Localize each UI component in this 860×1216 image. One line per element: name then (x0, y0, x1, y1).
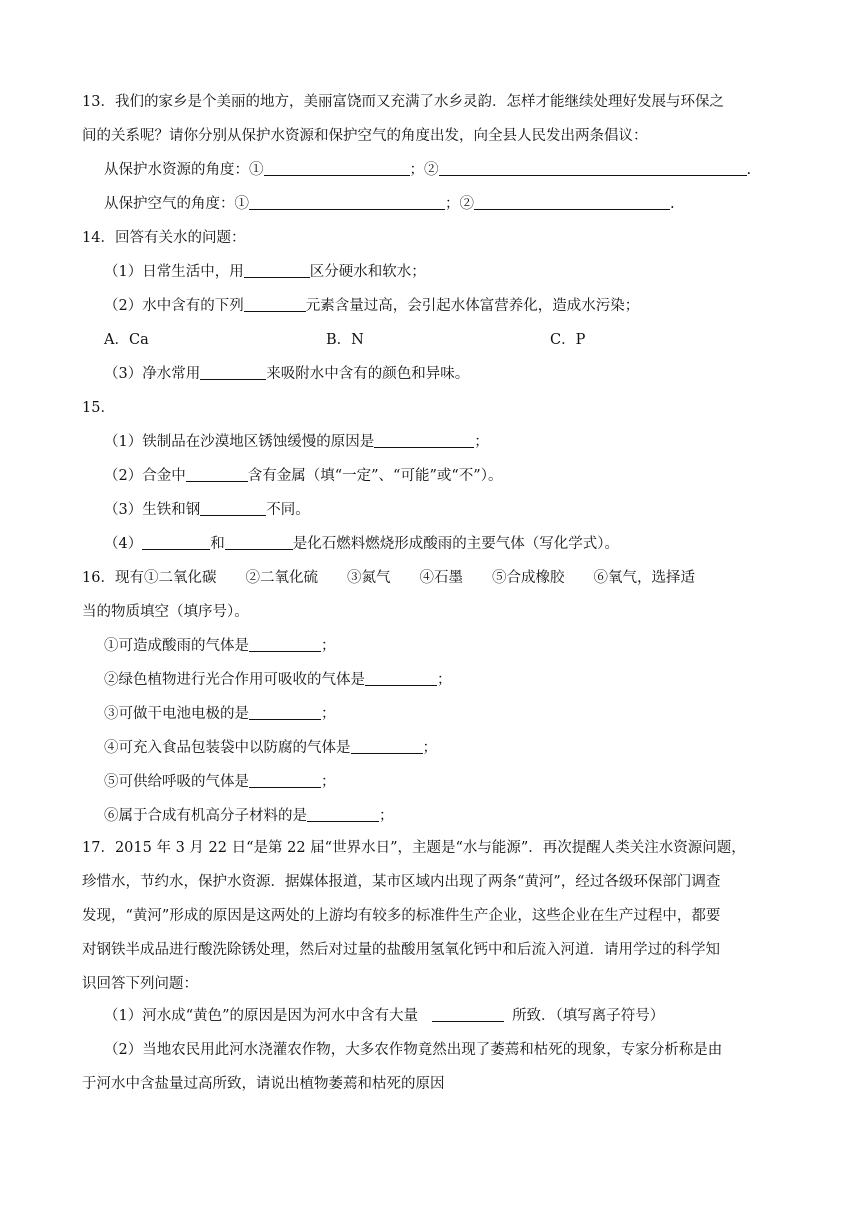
q13-air-blank-1[interactable] (249, 195, 445, 210)
q16-item-5 (104, 772, 336, 792)
q14-option-b[interactable]: B．N (326, 332, 364, 348)
q15-p2-text-a: （2）合金中 (104, 468, 186, 484)
q16-item-1-blank[interactable] (249, 637, 321, 652)
q16-item-2 (104, 670, 452, 690)
q15-p2-text-b: 含有金属（填“一定”、“可能”或“不”）。 (247, 468, 503, 484)
q16-item-6-text: ⑥属于合成有机高分子材料的是 (104, 808, 307, 824)
q16-item-3-blank[interactable] (249, 705, 321, 720)
q16-item-2-semicolon: ； (437, 672, 452, 688)
q16-item-2-blank[interactable] (365, 671, 437, 686)
q14-part-1 (104, 262, 426, 282)
q17-part-2-line-2: 于河水中含盐量过高所致，请说出植物萎蔫和枯死的原因 (82, 1076, 445, 1092)
q13-water-end: . (746, 162, 752, 178)
q14-part-2 (104, 296, 639, 316)
q16-item-4-semicolon: ； (422, 740, 437, 756)
q17-line-5: 识回答下列问题： (82, 976, 198, 992)
q16-item-4-text: ④可充入食品包装袋中以防腐的气体是 (104, 740, 351, 756)
q17-p1-text-a: （1）河水成“黄色”的原因是因为河水中含有大量 (104, 1008, 419, 1024)
q15-p4-blank-1[interactable] (142, 535, 210, 550)
q14-p1-blank[interactable] (244, 263, 310, 278)
q13-air-mid: ；② (445, 196, 474, 212)
q17-line-2: 珍惜水，节约水，保护水资源．据媒体报道，某市区域内出现了两条“黄河”，经过各级环保部门调查 (82, 874, 721, 890)
q14-part-3 (104, 364, 469, 384)
q15-p4-text-c: 是化石燃料燃烧形成酸雨的主要气体（写化学式）。 (292, 536, 619, 552)
q15-p4-text-a: （4） (104, 536, 143, 552)
q17-p1-text-b: 所致．（填写离子符号） (512, 1008, 665, 1024)
q14-p2-text-b: 元素含量过高，会引起水体富营养化，造成水污染； (305, 298, 640, 314)
q15-part-1 (104, 432, 489, 452)
q13-line-2: 间的关系呢？请你分别从保护水资源和保护空气的角度出发，向全县人民发出两条倡议： (82, 128, 648, 144)
q16-item-2-text: ②绿色植物进行光合作用可吸收的气体是 (104, 672, 365, 688)
q16-item-1 (104, 636, 336, 656)
q13-water-blank-1[interactable] (264, 161, 410, 176)
q13-line-1: 13．我们的家乡是个美丽的地方，美丽富饶而又充满了水乡灵韵．怎样才能继续处理好发展与环保之 (82, 94, 724, 110)
q15-p3-blank[interactable] (200, 501, 266, 516)
q16-item-1-semicolon: ； (321, 638, 336, 654)
q15-p2-blank[interactable] (186, 467, 248, 482)
q17-line-4: 对钢铁半成品进行酸洗除锈处理，然后对过量的盐酸用氢氧化钙中和后流入河道．请用学过的科学知 (82, 942, 720, 958)
q16-line-2: 当的物质填空（填序号）。 (82, 604, 249, 620)
q16-item-5-semicolon: ； (321, 774, 336, 790)
q17-line-3: 发现，“黄河”形成的原因是这两处的上游均有较多的标准件生产企业，这些企业在生产过程中，都要 (82, 908, 721, 924)
q14-p3-blank[interactable] (200, 365, 266, 380)
q14-title: 14．回答有关水的问题： (82, 230, 246, 246)
q14-p1-text-b: 区分硬水和软水； (309, 264, 426, 280)
q16-item-5-text: ⑤可供给呼吸的气体是 (104, 774, 249, 790)
q16-item-1-text: ①可造成酸雨的气体是 (104, 638, 249, 654)
q14-option-a[interactable]: A．Ca (104, 332, 149, 348)
q13-water-mid: ；② (409, 162, 439, 178)
q15-p3-text-a: （3）生铁和钢 (104, 502, 201, 518)
q15-part-4 (104, 534, 619, 554)
q14-p2-text-a: （2）水中含有的下列 (104, 298, 244, 314)
q14-p3-text-b: 来吸附水中含有的颜色和异味。 (266, 366, 470, 382)
q17-part-2-line-1: （2）当地农民用此河水浇灌农作物，大多农作物竟然出现了萎蔫和枯死的现象，专家分析称是由 (104, 1042, 723, 1058)
q15-part-2 (104, 466, 502, 486)
q15-p1-blank[interactable] (374, 433, 474, 448)
q14-p1-text-a: （1）日常生活中，用 (104, 264, 244, 280)
q14-p2-blank[interactable] (244, 297, 306, 312)
q13-air-line (104, 194, 675, 214)
q16-item-4-blank[interactable] (351, 739, 423, 754)
q17-p1-blank[interactable] (432, 1007, 504, 1022)
q16-item-3-text: ③可做干电池电极的是 (104, 706, 249, 722)
q16-line-1: 16．现有①二氧化碳 ②二氧化硫 ③氮气 ④石墨 ⑤合成橡胶 ⑥氧气，选择适 (82, 570, 695, 586)
q15-p4-blank-2[interactable] (225, 535, 293, 550)
q15-p1-text-a: （1）铁制品在沙漠地区锈蚀缓慢的原因是 (104, 434, 375, 450)
q16-item-6-blank[interactable] (307, 807, 379, 822)
q13-water-line (104, 160, 751, 180)
q16-item-4 (104, 738, 437, 758)
q16-item-3-semicolon: ； (321, 706, 336, 722)
q15-p4-text-b: 和 (210, 536, 225, 552)
q16-item-3 (104, 704, 336, 724)
q14-p3-text-a: （3）净水常用 (104, 366, 201, 382)
q16-item-6-semicolon: ； (379, 808, 394, 824)
q14-option-c[interactable]: C．P (550, 332, 586, 348)
q13-air-end: . (670, 196, 675, 212)
q13-air-blank-2[interactable] (474, 195, 670, 210)
q15-title: 15． (82, 400, 115, 416)
q15-part-3 (104, 500, 310, 520)
q13-air-prefix: 从保护空气的角度：① (104, 196, 249, 212)
q15-p1-text-b: ； (474, 434, 489, 450)
q16-item-6 (104, 806, 394, 826)
q17-part-1 (104, 1006, 664, 1026)
q16-item-5-blank[interactable] (249, 773, 321, 788)
q17-line-1: 17．2015 年 3 月 22 日“是第 22 届“世界水日”，主题是“水与能源”．再次提醒人类关注水资源问题， (82, 840, 746, 856)
q13-water-prefix: 从保护水资源的角度：① (104, 162, 264, 178)
q15-p3-text-b: 不同。 (266, 502, 310, 518)
q13-water-blank-2[interactable] (439, 161, 747, 176)
